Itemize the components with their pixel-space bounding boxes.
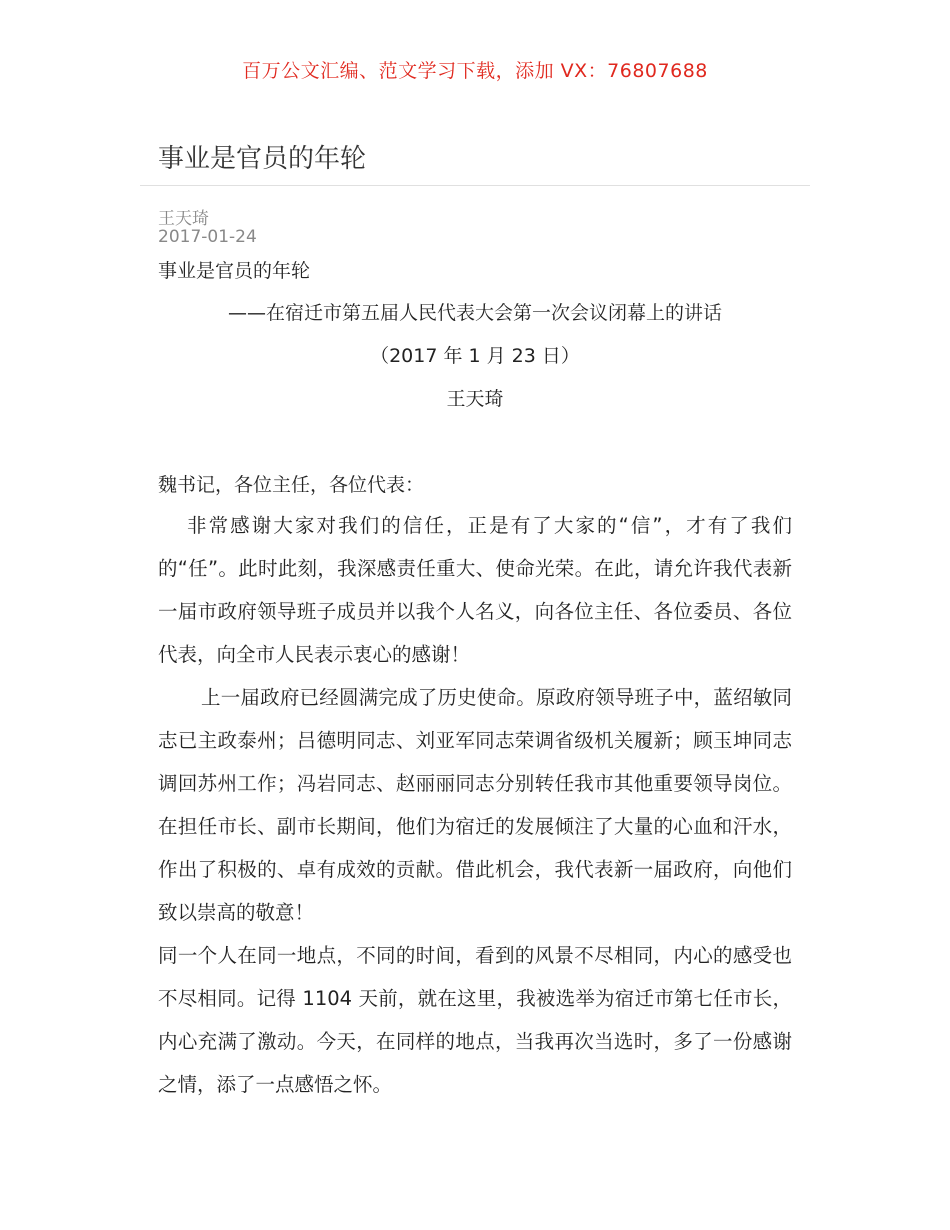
speech-date: （2017 年 1 月 23 日） [370,345,580,367]
promo-banner: 百万公文汇编、范文学习下载，添加 VX：76807688 [242,60,708,82]
speech-title: 事业是官员的年轮 [158,260,311,282]
body-paragraph: 上一届政府已经圆满完成了历史使命。原政府领导班子中，蓝绍敏同志已主政泰州；吕德明同志、刘亚军同志荣调省级机关履新；顾玉坤同志调回苏州工作；冯岩同志、赵丽丽同志分别转任我市其他重要领导岗位。在担任市长、副市长期间，他们为宿迁的发展倾注了大量的心血和汗水，作出了积极的、卓有成效的贡献。借此机会，我代表新一届政府，向他们致以崇高的敬意！ [158,686,792,924]
title-divider [140,185,810,186]
body-paragraph: 同一个人在同一地点，不同的时间，看到的风景不尽相同，内心的感受也不尽相同。记得 1104 天前，就在这里，我被选举为宿迁市第七任市长，内心充满了激动。今天，在同样的地点，当我再次当选时，多了一份感谢之情，添了一点感悟之怀。 [158,944,792,1096]
page-title: 事业是官员的年轮 [158,144,367,174]
speech-speaker: 王天琦 [446,388,504,410]
author-meta: 王天琦 [158,209,209,229]
salutation: 魏书记，各位主任，各位代表： [158,474,425,496]
speech-subtitle: ——在宿迁市第五届人民代表大会第一次会议闭幕上的讲话 [227,302,722,324]
publish-date: 2017-01-24 [158,227,257,247]
body-paragraph: 非常感谢大家对我们的信任，正是有了大家的“信”，才有了我们的“任”。此时此刻，我深感责任重大、使命光荣。在此，请允许我代表新一届市政府领导班子成员并以我个人名义，向各位主任、各位委员、各位代表，向全市人民表示衷心的感谢！ [158,514,792,666]
